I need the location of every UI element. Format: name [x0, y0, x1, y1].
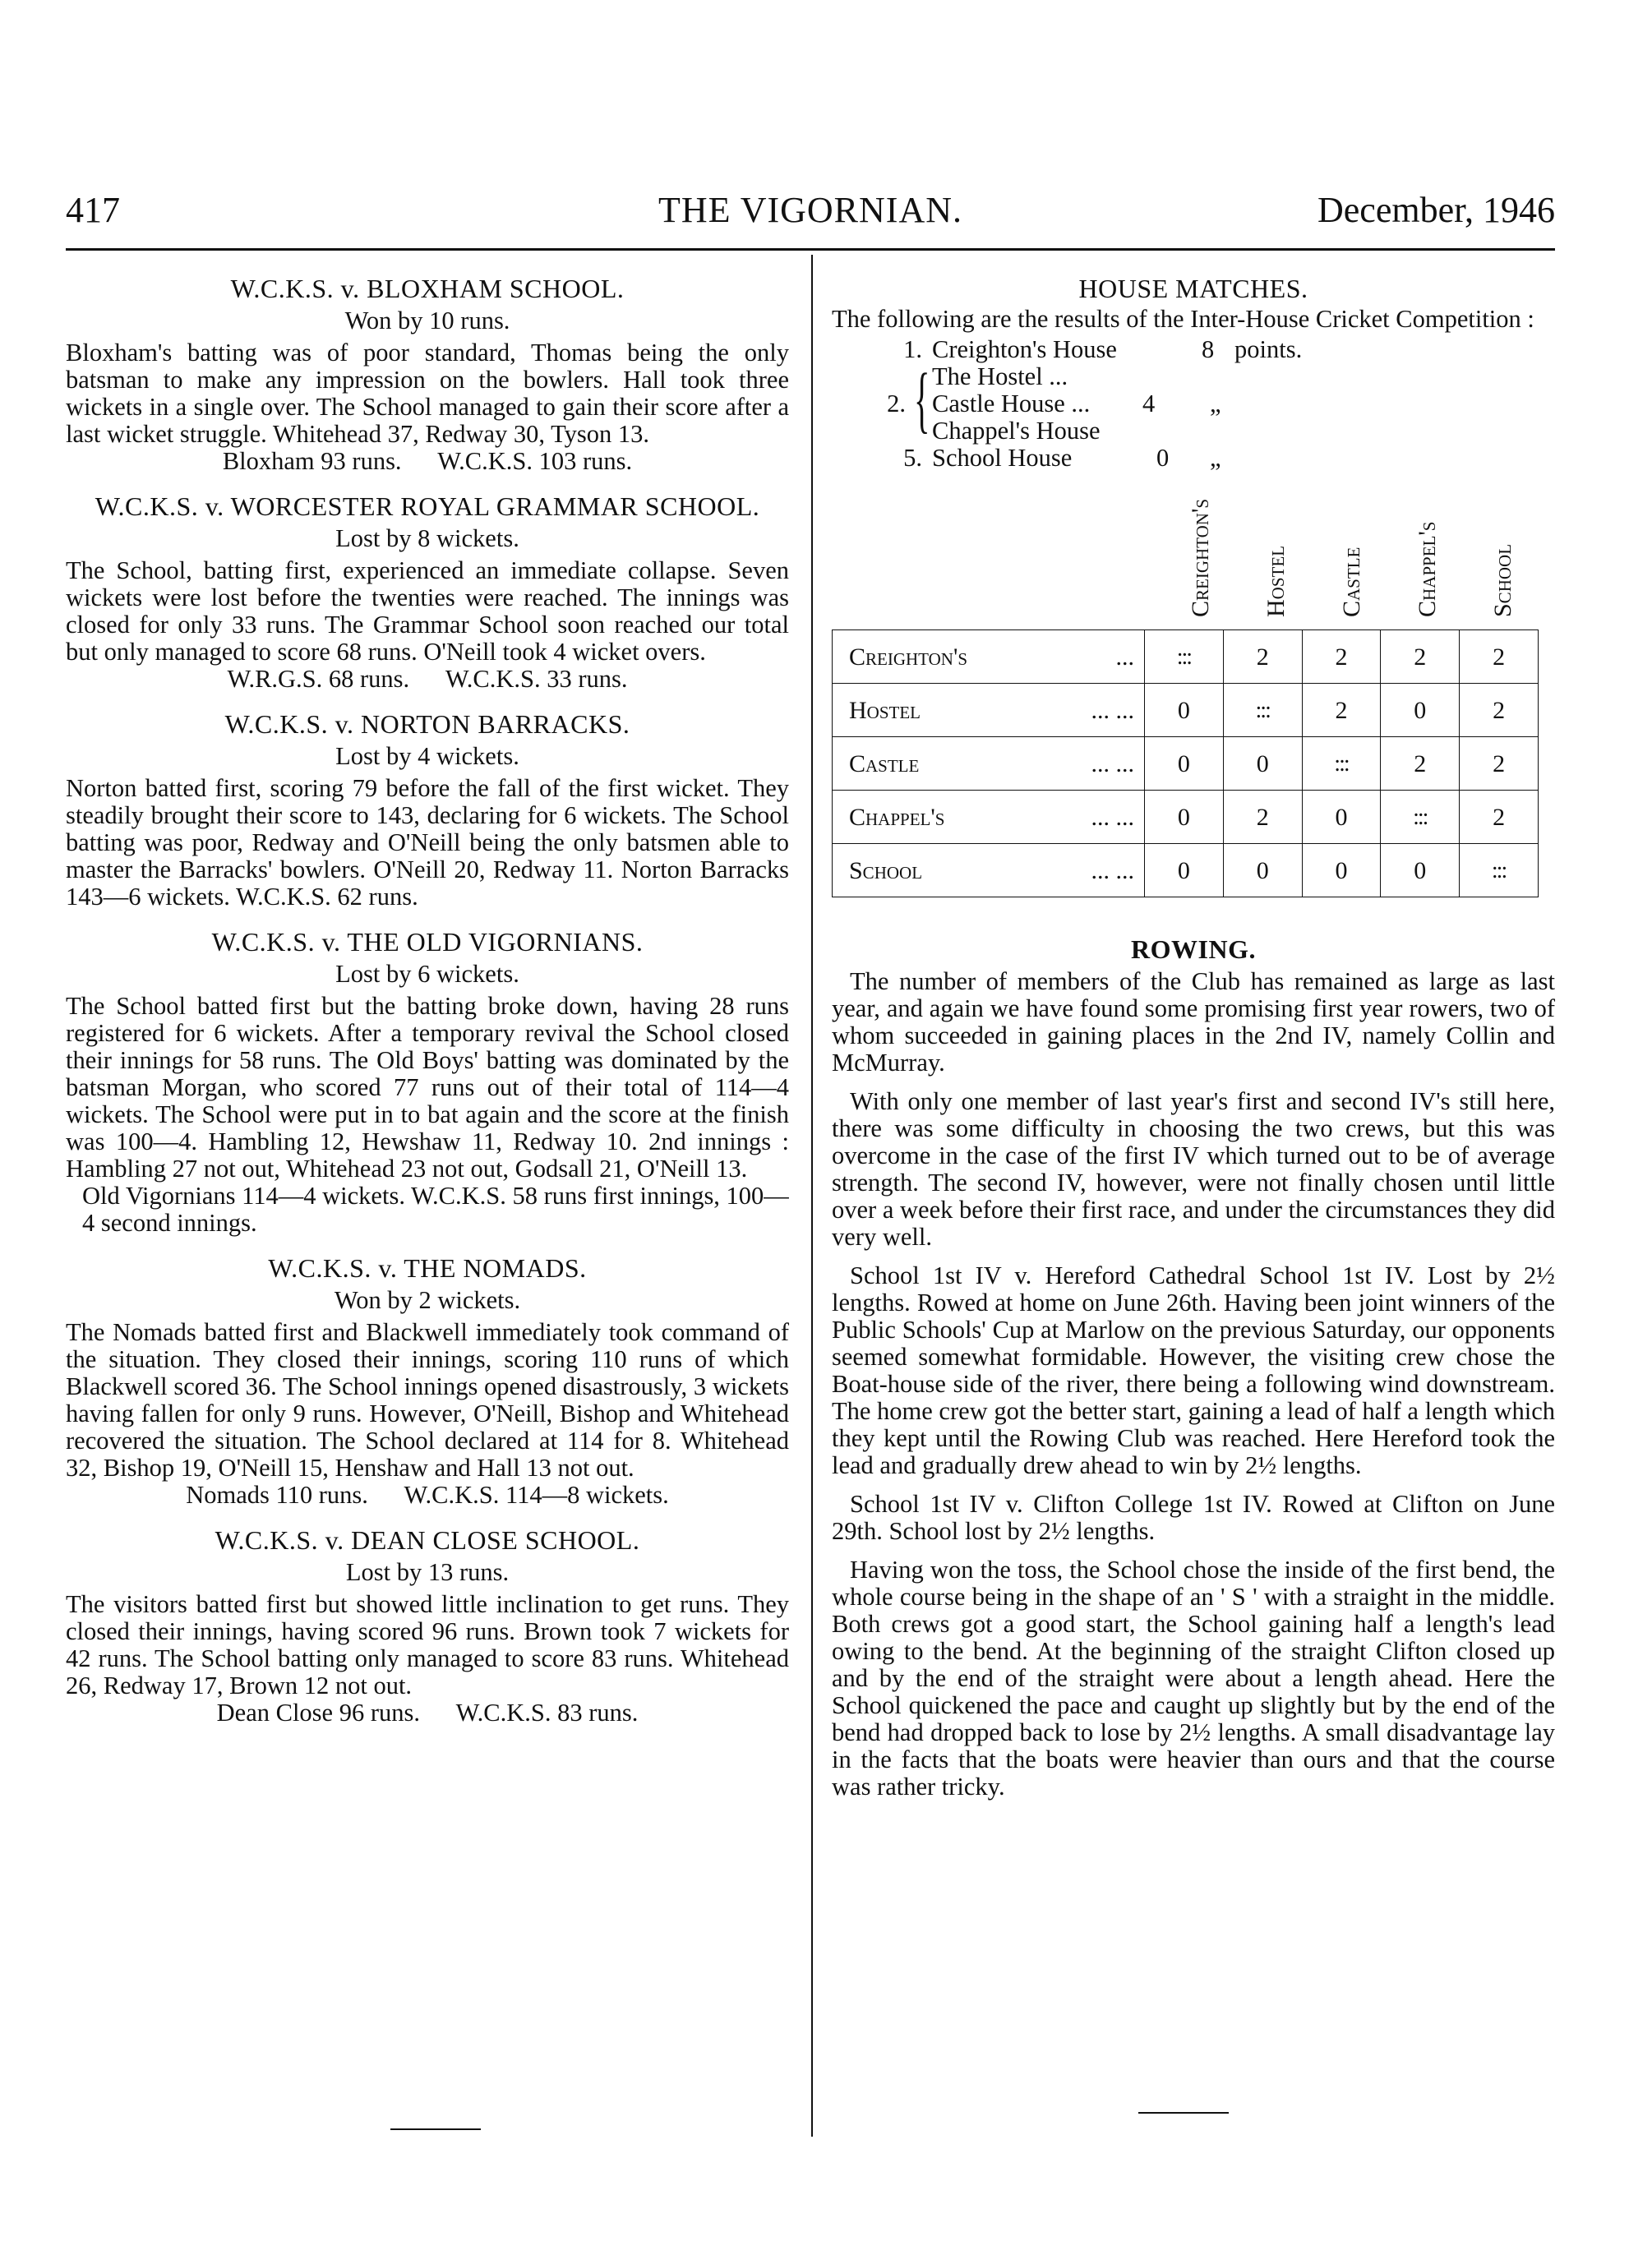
- standing-points: 0: [1156, 444, 1170, 472]
- match-score: Old Vigornians 114—4 wickets. W.C.K.S. 58 runs first innings, 100—4 second innings.: [82, 1182, 789, 1237]
- page-header: [66, 189, 1555, 247]
- table-cell: 2: [1460, 684, 1539, 737]
- score-home: Bloxham 93 runs.: [222, 447, 402, 475]
- table-cell: 2: [1302, 630, 1381, 684]
- results-grid-wrap: [832, 453, 1555, 913]
- match-result: Lost by 6 wickets.: [335, 960, 519, 988]
- match-result: Lost by 13 runs.: [345, 1558, 510, 1586]
- table-cell: 0: [1145, 737, 1224, 791]
- row-label: [833, 630, 1145, 684]
- left-column: [66, 275, 789, 1745]
- match-body: Norton batted first, scoring 79 before the fall of the first wicket. They steadily brought their score to 143, declaring for 6 wickets. The School batting was poor, Redway and O'Neill being the only batsmen able to master the Barracks' bowlers. O'Neill 20, Redway 11. Norton Barracks 143—6 wickets. W.C.K.S. 62 runs.: [66, 774, 789, 911]
- publication-title: THE VIGORNIAN.: [658, 190, 963, 230]
- match-report: [66, 1527, 789, 1727]
- standing-unit: points.: [1234, 335, 1303, 363]
- table-cell: 2: [1223, 791, 1302, 844]
- leader-dots: ... ...: [1091, 803, 1135, 831]
- score-away: W.C.K.S. 33 runs.: [445, 665, 628, 693]
- rowing-paragraph: The number of members of the Club has remained as large as last year, and again we have found some promising first year rowers, two of whom succeeded in gaining places in the 2nd IV, namely Collin and McMurray.: [832, 967, 1555, 1077]
- column-headers: [1167, 453, 1545, 617]
- score-home: Dean Close 96 runs.: [216, 1699, 420, 1727]
- table-cell: :::: [1302, 737, 1381, 791]
- table-cell: 0: [1145, 684, 1224, 737]
- row-label: [833, 684, 1145, 737]
- score-away: W.C.K.S. 114—8 wickets.: [404, 1481, 669, 1509]
- match-score: [66, 448, 789, 475]
- standing-unit: „: [1210, 390, 1221, 417]
- score-home: W.R.G.S. 68 runs.: [227, 665, 410, 693]
- standing-name: Castle House ...: [932, 390, 1091, 417]
- match-title: W.C.K.S. v. DEAN CLOSE SCHOOL.: [215, 1525, 640, 1555]
- match-body: The School, batting first, experienced an immediate collapse. Seven wickets were lost before the twenties were reached. The innings was closed for only 33 runs. The Grammar School soon reached our total but only managed to score 68 runs. O'Neill took 4 wicket overs.: [66, 556, 789, 666]
- column-header-label: Hostel: [1262, 546, 1290, 617]
- match-result: Won by 10 runs.: [344, 307, 510, 334]
- row-label-text: Creighton's: [849, 643, 968, 671]
- table-row: [833, 630, 1539, 684]
- score-home: Nomads 110 runs.: [186, 1481, 368, 1509]
- match-title: W.C.K.S. v. THE NOMADS.: [268, 1253, 587, 1283]
- column-header: [1318, 453, 1392, 617]
- page-number: 417: [66, 190, 120, 230]
- end-rule: [1138, 2112, 1229, 2114]
- column-header: [1167, 453, 1241, 617]
- table-cell: 0: [1302, 844, 1381, 897]
- match-report: [66, 275, 789, 475]
- score-away: W.C.K.S. 103 runs.: [437, 447, 633, 475]
- match-result: Won by 2 wickets.: [334, 1286, 521, 1314]
- rowing-paragraph: School 1st IV v. Hereford Cathedral School 1st IV. Lost by 2½ lengths. Rowed at home on June 26th. Having been joint winners of the Public Schools' Cup at Marlow on the previous Saturday, our opponents seemed somewhat formidable. However, the visiting crew chose the Boat-house side of the river, there being a following wind downstream. The home crew got the better start, gaining a lead of half a length which they kept until the Rowing Club was reached. Here Hereford took the lead and gradually drew ahead to win by 2½ lengths.: [832, 1261, 1555, 1479]
- table-cell: 2: [1460, 791, 1539, 844]
- table-row: [833, 737, 1539, 791]
- match-body: The Nomads batted first and Blackwell immediately took command of the situation. They closed their innings, scoring 110 runs of which Blackwell scored 36. The School innings opened disastrously, 3 wickets having fallen for only 9 runs. However, O'Neill, Bishop and Whitehead recovered the situation. The School declared at 114 for 8. Whitehead 32, Bishop 19, O'Neill 15, Henshaw and Hall 13 not out.: [66, 1318, 789, 1482]
- match-title: W.C.K.S. v. THE OLD VIGORNIANS.: [211, 927, 644, 957]
- house-matches-intro: The following are the results of the Inter-House Cricket Competition :: [832, 305, 1534, 333]
- standing-rank: 1.: [903, 335, 922, 363]
- row-label-text: Hostel: [849, 696, 921, 724]
- issue-date: December, 1946: [1317, 190, 1555, 230]
- rowing-paragraph: Having won the toss, the School chose the inside of the first bend, the whole course being in the shape of an ' S ' with a straight in the middle. Both crews got a good start, the School gaining half a length's lead owing to the bend. At the beginning of the straight Clifton closed up and by the end of the straight were about a length ahead. Here the School quickened the pace and caught up slightly but by the end of the bend had dropped back to lose by 2½ lengths. A small disadvantage lay in the facts that the boats were heavier than ours and that the course was rather tricky.: [832, 1556, 1555, 1801]
- column-header: [1470, 453, 1544, 617]
- standing-points: 8: [1202, 335, 1215, 363]
- table-cell: 2: [1460, 737, 1539, 791]
- row-label-text: Chappel's: [849, 803, 945, 831]
- score-away: W.C.K.S. 83 runs.: [455, 1699, 639, 1727]
- table-cell: 0: [1223, 737, 1302, 791]
- column-header-label: Chappel's: [1414, 521, 1441, 617]
- standing-rank: 2.: [887, 390, 906, 417]
- match-body: Bloxham's batting was of poor standard, Thomas being the only batsman to make any impression on the bowlers. Hall took three wickets in a single over. The School managed to gain their score after a last wicket struggle. Whitehead 37, Redway 30, Tyson 13.: [66, 339, 789, 448]
- table-cell: 0: [1302, 791, 1381, 844]
- match-title: W.C.K.S. v. WORCESTER ROYAL GRAMMAR SCHOOL.: [95, 491, 760, 521]
- table-cell: :::: [1145, 630, 1224, 684]
- column-divider: [811, 255, 813, 2137]
- standing-name: The Hostel ...: [932, 362, 1068, 390]
- standings-list: [832, 335, 1555, 472]
- row-label-text: School: [849, 856, 923, 884]
- row-label-text: Castle: [849, 749, 920, 777]
- right-column: [832, 275, 1555, 1812]
- rowing-title: ROWING.: [1131, 934, 1256, 964]
- table-cell: :::: [1460, 844, 1539, 897]
- column-header-label: Creighton's: [1187, 498, 1214, 617]
- table-cell: 0: [1381, 844, 1460, 897]
- column-header: [1394, 453, 1468, 617]
- standing-unit: „: [1210, 444, 1221, 472]
- table-cell: 2: [1381, 737, 1460, 791]
- column-header-label: School: [1489, 543, 1516, 617]
- match-body: The visitors batted first but showed little inclination to get runs. They closed their innings, having scored 96 runs. Brown took 7 wickets for 42 runs. The School batting only managed to score 83 runs. Whitehead 26, Redway 17, Brown 12 not out.: [66, 1590, 789, 1699]
- row-label: [833, 791, 1145, 844]
- row-label: [833, 844, 1145, 897]
- table-row: [833, 684, 1539, 737]
- standing-rank: 5.: [903, 444, 922, 472]
- table-cell: 0: [1145, 844, 1224, 897]
- match-result: Lost by 8 wickets.: [335, 524, 519, 552]
- brace-glyph: {: [914, 359, 930, 440]
- house-results-table: [832, 629, 1539, 897]
- table-row: [833, 791, 1539, 844]
- table-cell: 0: [1381, 684, 1460, 737]
- rowing-paragraph: With only one member of last year's first and second IV's still here, there was some difficulty in choosing the two crews, but this was overcome in the case of the first IV which turned out to be of average strength. The second IV, however, were not finally chosen until little over a week before their first race, and under the circumstances they did very well.: [832, 1087, 1555, 1251]
- standing-name: Chappel's House: [932, 417, 1101, 445]
- match-score: [66, 1482, 789, 1509]
- table-row: [833, 844, 1539, 897]
- match-title: W.C.K.S. v. BLOXHAM SCHOOL.: [230, 274, 625, 303]
- standing-points: 4: [1142, 390, 1156, 417]
- table-cell: 2: [1381, 630, 1460, 684]
- standing-name: School House: [932, 444, 1073, 472]
- match-score: [66, 666, 789, 693]
- table-cell: 2: [1223, 630, 1302, 684]
- column-header-label: Castle: [1338, 546, 1365, 617]
- header-rule: [66, 248, 1555, 251]
- table-cell: 2: [1302, 684, 1381, 737]
- match-result: Lost by 4 wickets.: [335, 742, 519, 770]
- house-matches-title: HOUSE MATCHES.: [1078, 274, 1308, 303]
- match-score: [66, 1699, 789, 1727]
- leader-dots: ...: [1115, 643, 1135, 671]
- leader-dots: ... ...: [1091, 856, 1135, 884]
- table-cell: 0: [1145, 791, 1224, 844]
- standing-name: Creighton's House: [932, 335, 1117, 363]
- match-body: The School batted first but the batting broke down, having 28 runs registered for 6 wickets. After a temporary revival the School closed their innings for 58 runs. The Old Boys' batting was dominated by the batsman Morgan, who scored 77 runs out of their total of 114—4 wickets. The School were put in to bat again and the score at the finish was 100—4. Hambling 12, Hewshaw 11, Redway 10. 2nd innings : Hambling 27 not out, Whitehead 23 not out, Godsall 21, O'Neill 13.: [66, 992, 789, 1183]
- table-cell: 0: [1223, 844, 1302, 897]
- leader-dots: ... ...: [1091, 749, 1135, 777]
- table-cell: :::: [1381, 791, 1460, 844]
- table-cell: :::: [1223, 684, 1302, 737]
- end-rule: [390, 2128, 481, 2130]
- match-report: [66, 929, 789, 1237]
- match-report: [66, 493, 789, 693]
- match-report: [66, 1255, 789, 1509]
- column-header: [1243, 453, 1317, 617]
- row-label: [833, 737, 1145, 791]
- table-cell: 2: [1460, 630, 1539, 684]
- rowing-paragraph: School 1st IV v. Clifton College 1st IV. Rowed at Clifton on June 29th. School lost by 2½ lengths.: [832, 1490, 1555, 1545]
- match-title: W.C.K.S. v. NORTON BARRACKS.: [224, 709, 630, 739]
- leader-dots: ... ...: [1091, 696, 1135, 724]
- match-report: [66, 711, 789, 911]
